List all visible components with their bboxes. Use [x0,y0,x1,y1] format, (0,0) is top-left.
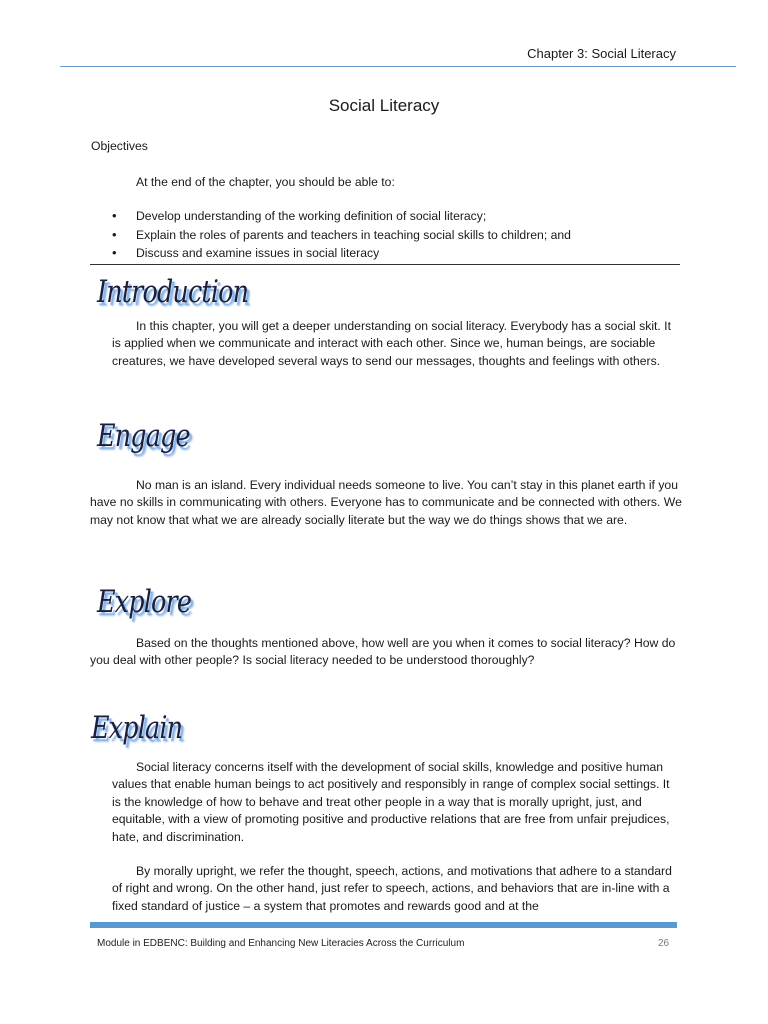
heading-introduction: Introduction [97,274,249,310]
objective-item [112,208,571,227]
explain-paragraph-1 [112,759,680,846]
bullet-icon: • [112,208,117,223]
bullet-icon: • [112,226,117,242]
page-number: 26 [658,938,670,949]
objectives-label: Objectives [91,139,148,153]
explore-text: Based on the thoughts mentioned above, how well are you when it comes to social literacy? How do you deal with other people? Is social literacy needed to be understood thoroughly? [90,636,676,668]
footer-module-title: Module in EDBENC: Building and Enhancing New Literacies Across the Curriculum [97,938,465,949]
heading-explain: Explain [91,710,183,746]
introduction-paragraph [112,318,680,370]
heading-engage: Engage [97,418,190,454]
explain-text-1: Social literacy concerns itself with the development of social skills, knowledge and positive human values that enable human beings to act positively and responsibly in range of complex social settings. It is the knowledge of how to behave and treat other people in a way that is morally upright, just, and equitable, with a view of promoting positive and productive relations that are free from unfair prejudices, hate, and discrimination. [112,760,670,844]
footer-bar [90,922,677,928]
running-header: Chapter 3: Social Literacy [527,46,676,61]
objectives-rule [90,264,680,265]
objective-item [112,227,571,246]
bullet-icon: • [112,245,117,260]
engage-paragraph [90,477,682,529]
explore-paragraph [90,635,680,670]
explain-text-2: By morally upright, we refer the thought, speech, actions, and motivations that adhere to a standard of right and wrong. On the other hand, just refer to speech, actions, and behaviors that are in-line with a fixed standard of justice – a system that promotes and rewards good and at the [112,864,672,913]
explain-paragraph-2 [112,863,680,915]
header-rule [60,66,736,67]
objective-text: Develop understanding of the working definition of social literacy; [136,209,487,223]
objectives-list [112,208,571,264]
engage-text: No man is an island. Every individual needs someone to live. You can’t stay in this planet earth if you have no skills in communicating with others. Everyone has to communicate and be connected with others. We may not know that what we are already socially literate but the way we do things shows that we are. [90,478,682,527]
introduction-text: In this chapter, you will get a deeper understanding on social literacy. Everybody has a social skit. It is applied when we communicate and interact with each other. Since we, human beings, are sociable creatures, we have developed several ways to send our messages, thoughts and feelings with others. [112,319,671,368]
objective-text: Explain the roles of parents and teachers in teaching social skills to children; and [136,227,571,242]
objective-item [112,245,571,264]
objectives-intro: At the end of the chapter, you should be able to: [136,175,395,189]
objective-text: Discuss and examine issues in social literacy [136,246,380,260]
page-title: Social Literacy [328,96,440,115]
heading-explore: Explore [97,584,192,620]
